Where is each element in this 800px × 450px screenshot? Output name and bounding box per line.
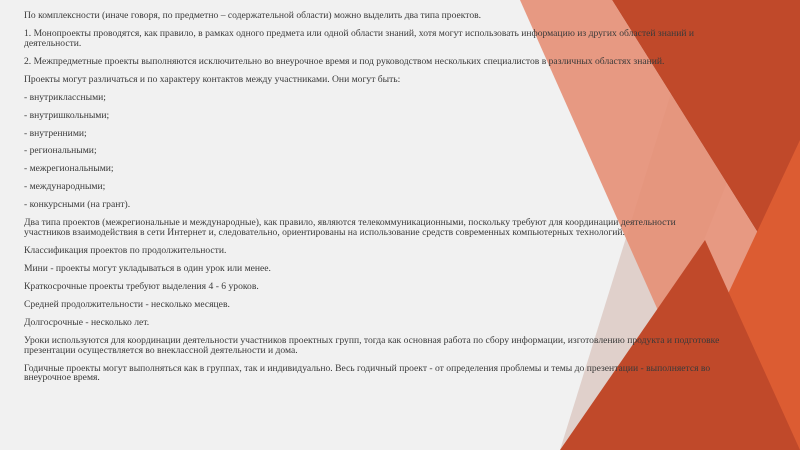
list-item: - конкурсными (на грант). (24, 199, 131, 211)
paragraph: Долгосрочные - несколько лет. (24, 316, 150, 328)
list-item: - внутришкольными; (24, 109, 110, 121)
paragraph: Мини - проекты могут укладываться в один урок или менее. (24, 262, 271, 274)
paragraph: По комплексности (иначе говоря, по предметно – содержательной области) можно выделить два типа проектов. (24, 10, 482, 21)
list-item: - региональными; (24, 145, 97, 157)
list-item: - международными; (24, 181, 106, 193)
slide-text-body (24, 11, 724, 391)
paragraph: 2. Межпредметные проекты выполняются исключительно во внеурочное время и под руководством нескольких специалистов в различных областях знаний. (24, 55, 665, 67)
paragraph: Классификация проектов по продолжительности. (24, 245, 227, 256)
paragraph: 1. Монопроекты проводятся, как правило, в рамках одного предмета или одной области знаний, хотя могут использовать информацию из других областей знаний и деятельности. (24, 27, 695, 49)
list-item: - внутриклассными; (24, 91, 106, 103)
paragraph: Краткосрочные проекты требуют выделения 4 - 6 уроков. (24, 280, 259, 292)
list-item: - межрегиональными; (24, 163, 114, 175)
paragraph: Проекты могут различаться и по характеру контактов между участниками. Они могут быть: (24, 73, 401, 85)
paragraph: Годичные проекты могут выполняться как в группах, так и индивидуально. Весь годичный проект - от определения проблемы и темы до презентации - выполняется во внеурочное время. (24, 362, 711, 384)
paragraph: Уроки используются для координации деятельности участников проектных групп, тогда как основная работа по сбору информации, изготовлению продукта и подготовке презентации осуществляется во внеклассной деятельности и дома. (24, 334, 720, 356)
paragraph: Два типа проектов (межрегиональные и международные), как правило, являются телекоммуникационными, поскольку требуют для координации деятельности участников взаимодействия в сети Интернет и, следовательно, ориентированы на использование средств современных компьютерных технологий. (24, 217, 676, 239)
paragraph: Средней продолжительности - несколько месяцев. (24, 298, 230, 310)
list-item: - внутренними; (24, 127, 87, 139)
